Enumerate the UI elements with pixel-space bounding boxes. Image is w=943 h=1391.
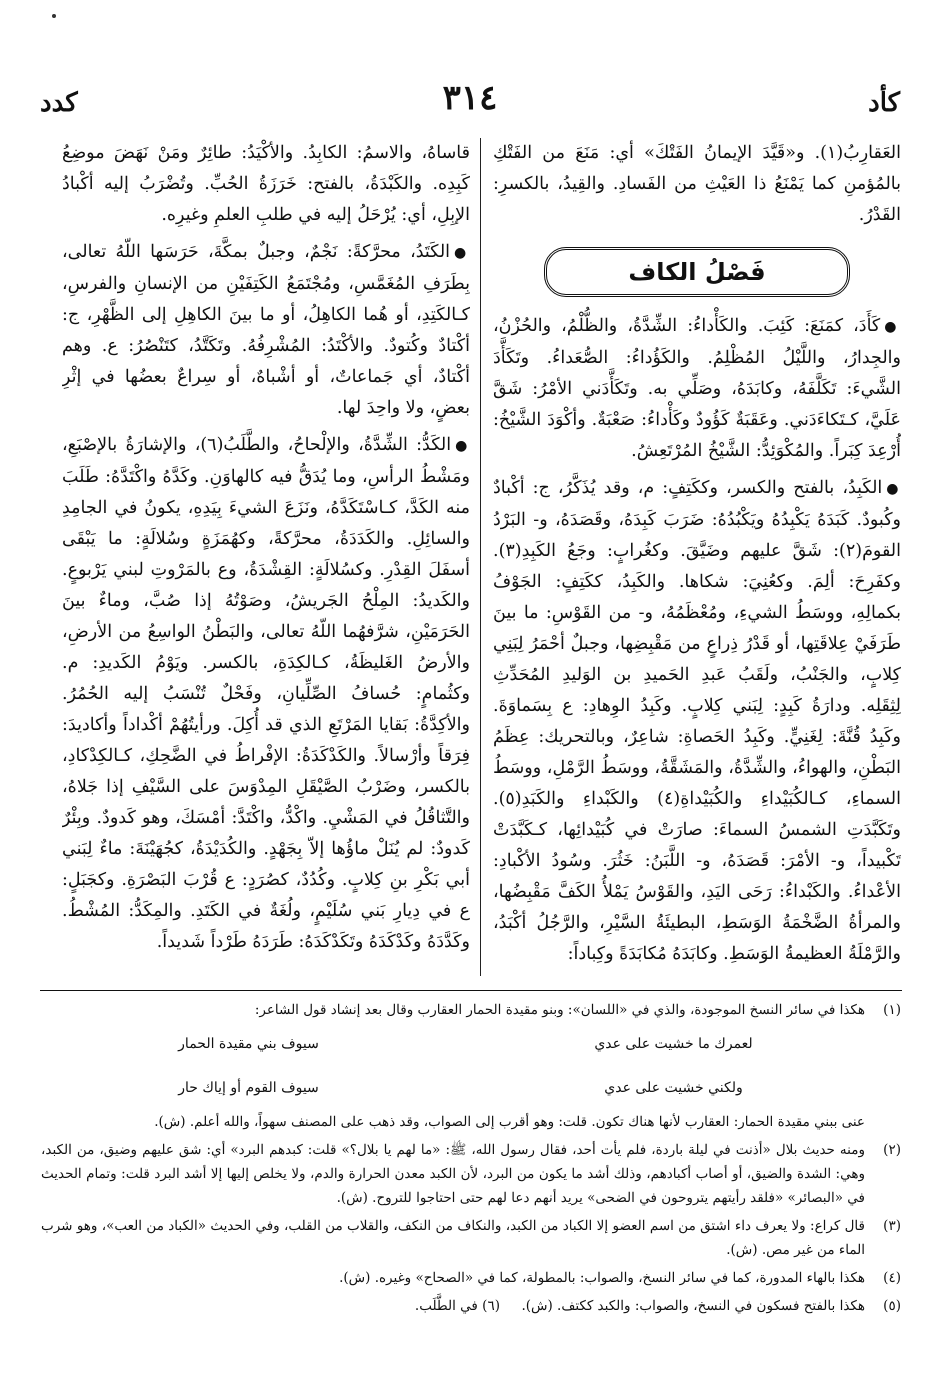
footnote-number: (٣) xyxy=(883,1218,901,1234)
footnote-text: هكذا في سائر النسخ الموجودة، والذي في «اللسان»: وبنو مقيدة الحمار العقارب وقال بعد إنشاد قول الشاعر: xyxy=(254,1002,865,1018)
entry-bullet-icon: ● xyxy=(884,319,901,335)
footnote-text: قال كراع: ولا يعرف داء اشتق من اسم العضو إلا الكباد من الكبد، والنكاف من النكف، والقلاب من القلب، وفي الحديث «الكباد من العب»، وهو شرب الماء من غير مص. (ش). xyxy=(41,1218,865,1258)
entry-kadd xyxy=(62,430,470,958)
entry-continuation: العَقارِبُ(١). و«قَيَّدَ الإيمانُ الفَتْكَ» أي: مَنَعَ من الفَتْكِ بالمُؤمنِ كما يَمْنَعُ ذا العَيْثِ من الفَسادِ. والقِيدُ، بالكسرِ: القَدْرُ. xyxy=(493,143,901,225)
verse-hemistich: لعمرك ما خشيت على عدي xyxy=(594,1036,753,1052)
footnote-text: هكذا بالهاء المدورة، كما في سائر النسخ، والصواب: بالمطولة، كما في «الصحاح» وغيره. (ش). xyxy=(339,1270,865,1286)
entry-text: الكَبِدُ، بالفتح والكسر، وككَتِفٍ: م، وقد يُذَكَّرُ، ج: أكْبادٌ وكُبودٌ. كَبَدَهُ يَكْبِدُهُ ويَكْبُدُهُ: ضَرَبَ كَبِدَهُ، وقَصَدَهُ، و- البَرْدُ القومَ(٢): شَقَّ عليهم وضَيَّقَ. وكغُرابٍ: وجَعُ الكَبِدِ(٣). وكفَرِحَ: ألِمَ. وكعُنِيَ: شكاها. والكَبِدُ، ككَتِفٍ: الجَوْفُ بكمالِهِ، ووسَطُ الشيءِ، ومُعْظَمُهُ، و- من القَوْسِ: ما بينَ طَرَفَيْ عِلاقَتِها، أو قَدْرُ ذِراعٍ من مَقْبِضِها، وجبلٌ أحْمَرُ لِبَنِي كِلابٍ، والجَنْبُ، ولَقَبُ عَبدِ الحَميدِ بن الوَليدِ المُحَدِّثِ لِثِقَلِه. ودارَةُ كَبِدٍ: لِبَني كِلابٍ. وكَبِدُ الوِهادِ: ع بِسَماوَةَ. وكَبِدُ قُنَّةَ: لِغَنِيٍّ. وكَبِدُ الحَصاةِ: شاعِرٌ، وبالتحريك: عِظَمُ البَطْنِ، والهواءُ، والشِّدَّةُ، والمَشَقَّةُ، ووسَطُ الرَّمْلِ، ووسَطُ السماءِ، كـالكُبَيْداءِ والكُبَيْداةِ(٤) والكَبْداءِ والكَبَدِ(٥). وتَكَبَّدَتِ الشمسُ السماءَ: صارَتْ في كُبَيْدائِها، كـكَبَّدَتْ تَكْبيداً، و- الأمْرَ: قَصَدَهُ، و- اللَّبَنُ: خَثُرَ. وسُودُ الأكْبادِ: الأعْداءُ. والكَبْداءُ: رَحَى اليَدِ، والقَوْسُ يَمْلأُ الكَفَّ مَقْبِضُها، والمرأةُ الضَّخْمَةُ الوَسَطِ، البطيئَةُ السَّيْرِ، والرَّجُلُ أكْبَدُ، والرَّمْلَةُ العظيمةُ الوَسَطِ. وكابَدَهُ مُكابَدَةً وكِباداً: xyxy=(493,478,901,964)
footnote-separator xyxy=(40,990,902,991)
footnote-number: (٢) xyxy=(883,1142,901,1158)
entry-continuation: قاساهُ، والاسمُ: الكابِدُ. والأكْيَدُ: طائِرٌ ومَنْ نَهَضَ موضِعُ كَبِدِه. والكَبْدَةُ، بالفتح: خَرَزَةُ الحُبِّ. وتُضْرَبُ إليه أكْبادُ الإبِلِ، أي: يُرْحَلُ إليه في طلبِ العلمِ وغيرِه. xyxy=(62,143,470,225)
footnote xyxy=(41,1266,901,1290)
entry-text: كَأَدَ، كمَنَعَ: كَئِبَ. والكَأْداءُ: الشِّدَّةُ، والظُّلْمُ، والحُزْنُ، والجِدارُ، واللَّيْلُ المُظْلِمُ. والكَؤُداءُ: الصُّعَداءُ. وتَكَأَّدَ الشَّيءَ: تَكَلَّفَهُ، وكابَدَهُ، وصَلِّي به. وتَكَأَّدَني الأمْرُ: شَقَّ عَلَيَّ، كـتَكاءَدَني. وعَقَبَةٌ كَؤُودٌ وكَأْداءُ: صَعْبَةٌ. وأكْوَدَ الشَّيْخُ: أُرْعِدَ كِبَراً. والمُكْوَئِدُّ: الشَّيْخُ المُرْتَعِشُ. xyxy=(493,316,901,461)
right-column xyxy=(493,138,901,974)
footnotes xyxy=(41,998,901,1322)
footnote xyxy=(41,1294,901,1318)
left-column xyxy=(62,138,470,974)
page-number: ٣١٤ xyxy=(442,78,498,118)
footnote-number: (١) xyxy=(883,1002,901,1018)
verse-hemistich: سيوف بني مقيدة الحمار xyxy=(178,1036,319,1052)
entry-text: الكَتَدُ، محرَّكةً: نَجْمٌ، وجبلٌ بمكَّةَ، حَرَسَها اللّهُ تعالى، بِطَرَفِ المُغَمَّسِ، ومُجْتَمَعُ الكَتِفَيْنِ من الإنسانِ والفرسِ، كـالكَتِدِ، أو هُما الكاهِلُ، أو ما بينَ الكاهِلِ إلى الظَّهْرِ، ج: أكْتادٌ وكُتودٌ. والأكْتَدُ: المُشْرِفُهُ. وتَكَتَّدُ، كتَنْصُرُ: ع. وهم أكْتادٌ، أي جَماعاتٌ، أو أشْباهٌ، أو سِراعٌ بعضُها في إثْرِ بعضٍ، ولا واحِدَ لها. xyxy=(62,242,470,418)
entry-bullet-icon: ● xyxy=(455,438,470,454)
header-guide-word-start: كأد xyxy=(868,88,900,118)
entry-kaad xyxy=(493,311,901,467)
scan-speck xyxy=(52,14,56,18)
footnote-text-part: هكذا بالفتح فسكون في النسخ، والصواب: والكبد ككتف. (ش). xyxy=(521,1298,865,1314)
footnote-number: (٦) xyxy=(482,1298,500,1314)
footnote-text-part: في الطَّلَب. xyxy=(414,1298,478,1314)
entry-text: الكَدُّ: الشِّدَّةُ، والإلْحاحُ، والطَّلَبُ(٦)، والإشارَةُ بالإصْبَعِ، ومَشْطُ الرأسِ، وما يُدَقُّ فيه كالهاوَنِ. وكَدَّهُ واكْتَدَّهُ: طَلَبَ منه الكَدَّ، كـاسْتَكَدَّهُ، ونَزَعَ الشيءَ بِيَدِهِ، يكونُ في الجامِدِ والسائِلِ. والكَدَدَةُ، محرَّكةً، وكهُمَزَةٍ وسُلالَةٍ: ما يَبْقَى أسفَلَ القِدْرِ. وكسُلالَةٍ: القِشْدَةُ، وع بالمَرْوتِ لبني يَرْبوعٍ. والكَديدُ: المِلْحُ الجَريشُ، وصَوْتُهُ إذا صُبَّ، وماءٌ بينَ الحَرَمَيْنِ، شرَّفهُما اللّهُ تعالى، والبَطْنُ الواسِعُ من الأرضِ، والأرضُ الغَليظَةُ، كـالكِدَةِ، بالكسر. ويَوْمُ الكَديدِ: م. وكثُمامٍ: حُسافُ الصِّلِّيانِ، وفَحْلٌ تُنْسَبُ إليه الحُمُرُ. والأكِدَّةُ: بَقايا المَرْتَعِ الذي قد أُكِلَ. ورأيتُهُمْ أكْداداً وأكاديدَ: فِرَقاً وأرْسالاً. والكَدْكَدَةُ: الإفْراطُ في الضَّحِكِ، كـالكِدْكادِ، بالكسر، وضَرْبُ الصَّيْقَلِ المِدْوَسَ على السَّيْفِ إذا جَلاهُ، والتَّثاقُلُ في المَشْيِ. واكْدُّ، واكْتَدَّ: أمْسَكَ، وهو كَدودٌ. وبِئْرٌ كَدودٌ: لم يُنَلْ ماؤُها إلاّ بِجَهْدٍ. والكُدَيْدَةُ، كجُهَيْنَةَ: ماءٌ لِبَني أبي بَكْرِ بنِ كِلابٍ. وكُدُدٌ، كصُرَدٍ: ع قُرْبَ البَصْرَةِ. وكجَبَلٍ: ع في دِيارِ بَني سُلَيْمٍ، ولُغَةٌ في الكَتَدِ. والمِكَدُّ: المُشْطُ. وكَدَّدَهُ وكَدْكَدَهُ وتَكَدْكَدَهُ: طَرَدَهُ طَرْداً شَديداً. xyxy=(62,435,470,952)
footnote xyxy=(41,1214,901,1262)
entry-bullet-icon: ● xyxy=(454,245,470,261)
page-header xyxy=(40,78,900,128)
header-guide-word-end: كدد xyxy=(40,88,78,118)
footnote-continuation xyxy=(41,1110,901,1134)
footnote-number: (٤) xyxy=(883,1270,901,1286)
footnote-number: (٥) xyxy=(883,1298,901,1314)
section-title: فَصْلُ الكاف xyxy=(544,247,850,297)
footnote xyxy=(41,1138,901,1210)
entry-katad xyxy=(62,237,470,424)
entry-bullet-icon: ● xyxy=(886,481,901,497)
verse-hemistich: سيوف القوم أو إياك حار xyxy=(178,1080,319,1096)
column-divider xyxy=(480,138,481,976)
verse-hemistich: ولكني خشيت على عدي xyxy=(604,1080,743,1096)
poetry-verses xyxy=(41,1026,901,1110)
footnote-text xyxy=(41,1294,865,1318)
footnote-text: ومنه حديث بلال «أذنت في ليلة باردة، فلم يأت أحد، فقال رسول الله، ﷺ: «ما لهم يا بلال؟» قلت: كبدهم البرد» أي: شق عليهم وضيق، من الكبد، وهي: الشدة والضيق، أو أصاب أكبادهم، وذلك أشد ما يكون من البرد، لأن الكبد معدن الحرارة والدم، ولا يخلص إليها إلا أشد البرد قلت: وتمام الحديث في «البصائر» «فلقد رأيتهم يتروحون في الضحى» يريد أنهم دعا لهم حتى احتاجوا للتروح. (ش). xyxy=(41,1142,865,1206)
entry-kabid xyxy=(493,473,901,970)
footnote xyxy=(41,998,901,1022)
footnote-text: عنى ببني مقيدة الحمار: العقارب لأنها هناك تكون. قلت: وهو أقرب إلى الصواب، وقد ذهب على المصنف سهواً، والله أعلم. (ش). xyxy=(154,1114,865,1130)
